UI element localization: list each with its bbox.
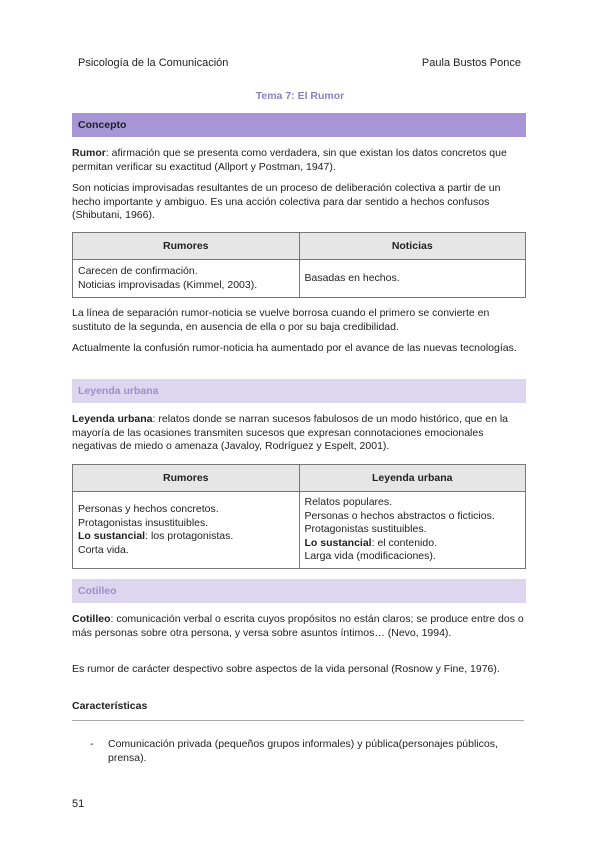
cell-line: Noticias improvisadas (Kimmel, 2003). [78,278,258,291]
cell-line: Protagonistas sustituibles. [304,523,427,536]
cell-line: Carecen de confirmación. [78,265,198,277]
table-header: Rumores [73,233,300,260]
cell-line [78,530,294,544]
list-item: Comunicación privada (pequeños grupos informales) y pública(personajes públicos, prensa). [108,738,498,764]
cell-bold: Lo sustancial [78,530,146,542]
cotilleo-definition [72,613,528,640]
rumor-definition-text: : afirmación que se presenta como verdadera, sin que existan los datos concretos que permitan verificar su exactitud (Allport y Postman, 1947). [72,147,507,173]
rumor-paragraph-2: Son noticias improvisadas resultantes de un proceso de deliberación colectiva a partir de un hecho importante y ambiguo. Es una acción colectiva para dar sentido a hechos confusos (Shibutani, 1966). [72,182,501,221]
rumor-term: Rumor [72,147,106,159]
cell-text: : los protagonistas. [145,530,234,542]
table-cell [73,492,300,569]
header-author: Paula Bustos Ponce [421,57,521,69]
table-header: Leyenda urbana [299,465,526,492]
rumores-leyenda-table [72,464,526,569]
leyenda-definition-text: : relatos donde se narran sucesos fabulosos de un modo histórico, que en la mayoría de las ocasiones transmiten sucesos que expresan connotaciones emocionales negativas de miedo o amenaza (Javaloy, Rodríguez y Espelt, 2001). [72,413,509,452]
table-header: Noticias [299,233,526,260]
cotilleo-paragraph-2: Es rumor de carácter despectivo sobre aspectos de la vida personal (Rosnow y Fine, 1976). [72,663,500,675]
table-cell [73,260,300,298]
leyenda-term: Leyenda urbana [72,413,153,425]
cell-line: Corta vida. [78,543,129,556]
cell-line: Personas y hechos concretos. [78,503,219,515]
cell-bold: Lo sustancial [304,536,372,549]
bullet-dash-icon: - [90,738,94,750]
page-number: 51 [72,798,85,810]
caracteristicas-heading: Características [72,700,148,712]
table-header-row [73,233,526,260]
cell-line: Larga vida (modificaciones). [304,550,436,563]
rumor-paragraph-4: Actualmente la confusión rumor-noticia ha aumentado por el avance de las nuevas tecnologías. [72,342,517,354]
cell-line [305,537,521,551]
divider [72,720,524,721]
rumor-definition [72,147,528,174]
rumores-noticias-table [72,232,526,298]
section-cotilleo: Cotilleo [72,579,526,603]
cotilleo-definition-text: : comunicación verbal o escrita cuyos propósitos no están claros; se produce entre dos o más personas sobre otra persona, y versa sobre asuntos íntimos… (Nevo, 1994). [72,613,524,639]
header-course-title: Psicología de la Comunicación [78,57,229,69]
leyenda-definition [72,413,528,454]
table-header: Rumores [73,465,300,492]
cell-text: : el contenido. [371,536,437,549]
cell-line: Personas o hechos abstractos o ficticios. [304,509,495,522]
section-leyenda-urbana: Leyenda urbana [72,379,526,403]
table-header-row [73,465,526,492]
rumor-paragraph-3: La línea de separación rumor-noticia se vuelve borrosa cuando el primero se convierte en sustituto de la segunda, en ausencia de ella o por su baja credibilidad. [72,307,490,333]
table-row [73,260,526,298]
topic-title: Tema 7: El Rumor [255,90,345,102]
section-concepto: Concepto [72,113,526,137]
cell-line: Relatos populares. [304,496,393,509]
cell-line: Protagonistas insustituibles. [78,516,209,529]
table-cell [299,492,526,569]
cotilleo-term: Cotilleo [72,613,111,625]
table-cell: Basadas en hechos. [299,260,526,298]
table-row [73,492,526,569]
